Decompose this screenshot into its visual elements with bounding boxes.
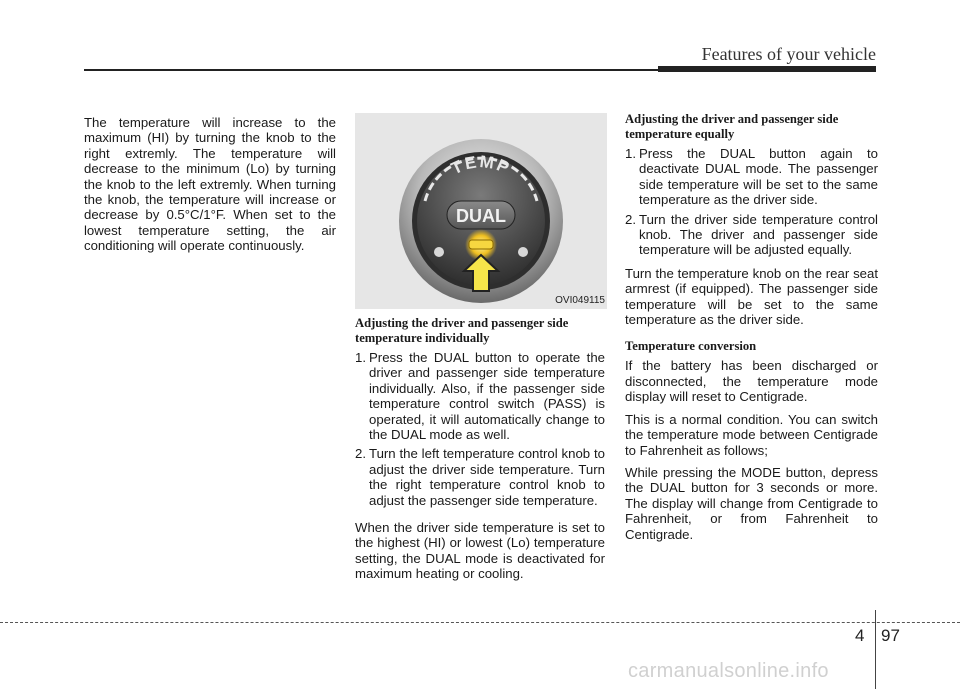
page-header-title: Features of your vehicle (701, 44, 876, 64)
chapter-number: 4 (855, 626, 865, 645)
watermark: carmanualsonline.info (628, 660, 829, 682)
header-rule-accent (658, 66, 876, 72)
list-item: 2. Turn the driver side temperature control knob. The driver and passenger side temperature will be adjusted equally. (625, 211, 878, 258)
section-heading-conversion: Temperature conversion (625, 339, 757, 354)
figure-code: OVI049115 (555, 295, 605, 306)
dual-deactivation-paragraph: When the driver side temperature is set to the highest (HI) or lowest (Lo) temperature setting, the DUAL mode is deactivated for maximum heating or cooling. (355, 520, 605, 582)
battery-reset-paragraph: If the battery has been discharged or disconnected, the temperature mode display will reset to Centigrade. (625, 358, 878, 405)
indicator-lamp (469, 240, 493, 249)
footer-divider (875, 610, 876, 689)
list-item: 2. Turn the left temperature control knob to adjust the driver side temperature. Turn the right temperature control knob to adjust the passenger side temperature. (355, 446, 605, 508)
dual-button-label: DUAL (456, 206, 506, 226)
column-right (625, 112, 878, 549)
list-item: 1. Press the DUAL button to operate the driver and passenger side temperature individually. Also, if the passenger side temperature control switch (PASS) is operated, it will automatically change to the DUAL mode as well. (355, 350, 605, 443)
knob-left-dot (434, 247, 444, 257)
column-left (84, 115, 336, 261)
dual-button-figure (355, 113, 607, 309)
section-heading-equal: Adjusting the driver and passenger side temperature equally (625, 112, 839, 141)
temp-arc-label: TEMP (448, 151, 514, 179)
column-middle (355, 316, 605, 589)
page-number: 97 (881, 626, 900, 645)
normal-condition-paragraph: This is a normal condition. You can switch the temperature mode between Centigrade to Fahrenheit as follows; (625, 411, 878, 458)
rear-armrest-paragraph: Turn the temperature knob on the rear seat armrest (if equipped). The passenger side temperature will be set to the same temperature as the driver side. (625, 265, 878, 328)
list-item: 1. Press the DUAL button again to deactivate DUAL mode. The passenger side temperature will be set to the same temperature as the driver side. (625, 146, 878, 208)
dual-knob-illustration (355, 113, 607, 309)
knob-right-dot (518, 247, 528, 257)
individual-steps (355, 350, 605, 508)
equal-steps (625, 146, 878, 258)
section-heading-individual: Adjusting the driver and passenger side temperature individually (355, 316, 569, 345)
mode-switch-paragraph: While pressing the MODE button, depress the DUAL button for 3 seconds or more. The display will change from Centigrade to Fahrenheit, or from Fahrenheit to Centigrade. (625, 464, 878, 542)
footer-rule (0, 622, 960, 623)
intro-paragraph: The temperature will increase to the maximum (HI) by turning the knob to the right extremly. The temperature will decrease to the minimum (Lo) by turning the knob to the left extremly. When turning the knob, the temperature will increase or decrease by 0.5°C/1°F. When set to the lowest temperature setting, the air conditioning will operate continuously. (84, 115, 336, 254)
